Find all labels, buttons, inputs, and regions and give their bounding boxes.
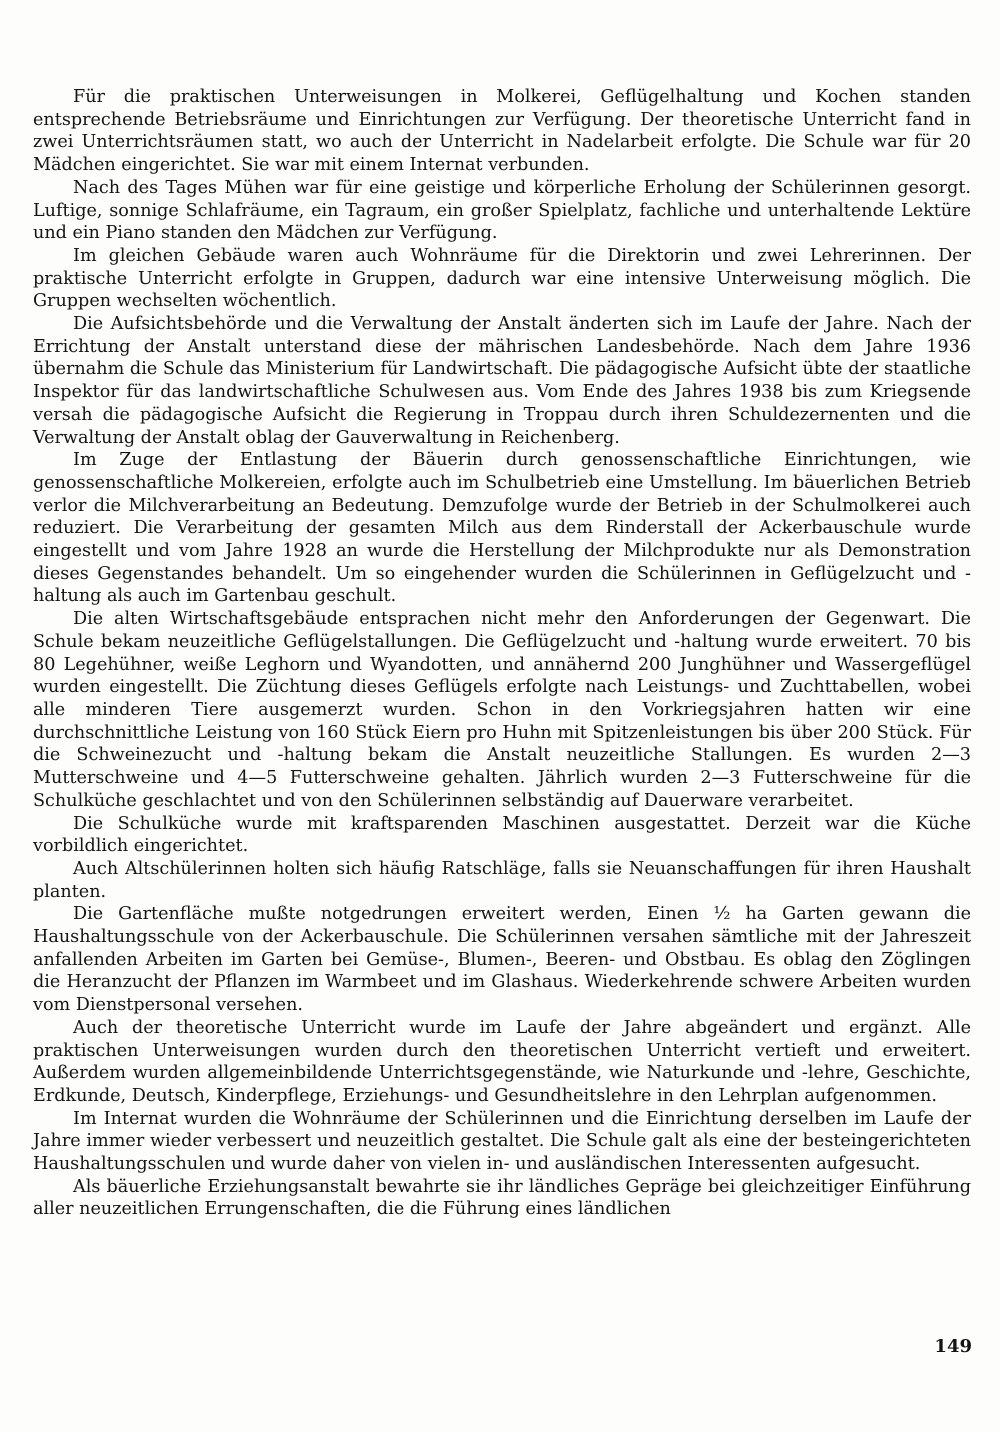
page-number: 149 [934, 1336, 972, 1357]
paragraph: Auch Altschülerinnen holten sich häufig Ratschläge, falls sie Neuanschaffungen für ihren Haushalt planten. [33, 858, 971, 902]
paragraph: Die Aufsichtsbehörde und die Verwaltung der Anstalt änderten sich im Laufe der Jahre. Nach der Errichtung der Anstalt unterstand diese der mährischen Landesbehörde. Nach dem Jahre 1936 übernahm die Schule das Ministerium für Landwirtschaft. Die pädagogische Aufsicht übte der staatliche Inspektor für das landwirtschaftliche Schulwesen aus. Vom Ende des Jahres 1938 bis zum Kriegsende versah die pädagogische Aufsicht die Regierung in Troppau durch ihren Schuldezernenten und die Verwaltung der Anstalt oblag der Gauverwaltung in Reichenberg. [33, 314, 971, 448]
paragraph: Die alten Wirtschaftsgebäude entsprachen nicht mehr den Anforderungen der Gegenwart. Die Schule bekam neuzeitliche Geflügelstallungen. Die Geflügelzucht und -haltung wurde erweitert. 70 bis 80 Legehühner, weiße Leghorn und Wyandotten, und annähernd 200 Junghühner und Wassergeflügel wurden eingestellt. Die Züchtung dieses Geflügels erfolgte nach Leistungs- und Zuchttabellen, wobei alle minderen Tiere ausgemerzt wurden. Schon in den Vorkriegsjahren hatten wir eine durchschnittliche Leistung von 160 Stück Eiern pro Huhn mit Spitzenleistungen bis über 200 Stück. Für die Schweinezucht und -haltung bekam die Anstalt neuzeitliche Stallungen. Es wurden 2—3 Mutterschweine und 4—5 Futterschweine gehalten. Jährlich wurden 2—3 Futterschweine für die Schulküche geschlachtet und von den Schülerinnen selbständig auf Dauerware verarbeitet. [33, 609, 971, 811]
paragraph: Die Schulküche wurde mit kraftsparenden Maschinen ausgestattet. Derzeit war die Küche vorbildlich eingerichtet. [33, 813, 971, 857]
paragraph: Im Internat wurden die Wohnräume der Schülerinnen und die Einrichtung derselben im Laufe der Jahre immer wieder verbessert und neuzeitlich gestaltet. Die Schule galt als eine der besteingerichteten Haushaltungsschulen und wurde daher von vielen in- und ausländischen Interessenten aufgesucht. [33, 1108, 971, 1175]
paragraph: Im gleichen Gebäude waren auch Wohnräume für die Direktorin und zwei Lehrerinnen. Der praktische Unterricht erfolgte in Gruppen, dadurch war eine intensive Unterweisung möglich. Die Gruppen wechselten wöchentlich. [33, 245, 971, 312]
paragraph: Im Zuge der Entlastung der Bäuerin durch genossenschaftliche Einrichtungen, wie genossenschaftliche Molkereien, erfolgte auch im Schulbetrieb eine Umstellung. Im bäuerlichen Betrieb verlor die Milchverarbeitung an Bedeutung. Demzufolge wurde der Betrieb in der Schulmolkerei auch reduziert. Die Verarbeitung der gesamten Milch aus dem Rinderstall der Ackerbauschule wurde eingestellt und vom Jahre 1928 an wurde die Herstellung der Milchprodukte nur als Demonstration dieses Gegenstandes behandelt. Um so eingehender wurden die Schülerinnen in Geflügelzucht und -haltung als auch im Gartenbau geschult. [33, 450, 971, 607]
paragraph: Auch der theoretische Unterricht wurde im Laufe der Jahre abgeändert und ergänzt. Alle praktischen Unterweisungen wurden durch den theoretischen Unterricht vertieft und erweitert. Außerdem wurden allgemeinbildende Unterrichtsgegenstände, wie Naturkunde und -lehre, Geschichte, Erdkunde, Deutsch, Kinderpflege, Erziehungs- und Gesundheitslehre in den Lehrplan aufgenommen. [33, 1017, 971, 1106]
body-text [33, 86, 971, 1221]
paragraph: Nach des Tages Mühen war für eine geistige und körperliche Erholung der Schülerinnen gesorgt. Luftige, sonnige Schlafräume, ein Tagraum, ein großer Spielplatz, fachliche und unterhaltende Lektüre und ein Piano standen den Mädchen zur Verfügung. [33, 177, 971, 244]
paragraph: Für die praktischen Unterweisungen in Molkerei, Geflügelhaltung und Kochen standen entsprechende Betriebsräume und Einrichtungen zur Verfügung. Der theoretische Unterricht fand in zwei Unterrichtsräumen statt, wo auch der Unterricht in Nadelarbeit erfolgte. Die Schule war für 20 Mädchen eingerichtet. Sie war mit einem Internat verbunden. [33, 87, 971, 176]
paragraph: Die Gartenfläche mußte notgedrungen erweitert werden, Einen ½ ha Garten gewann die Haushaltungsschule von der Ackerbauschule. Die Schülerinnen versahen sämtliche mit der Jahreszeit anfallenden Arbeiten im Garten bei Gemüse-, Blumen-, Beeren- und Obstbau. Es oblag den Zöglingen die Heranzucht der Pflanzen im Warmbeet und im Glashaus. Wiederkehrende schwere Arbeiten wurden vom Dienstpersonal versehen. [33, 904, 971, 1016]
paragraph: Als bäuerliche Erziehungsanstalt bewahrte sie ihr ländliches Gepräge bei gleichzeitiger Einführung aller neuzeitlichen Errungenschaften, die die Führung eines ländlichen [33, 1176, 971, 1220]
